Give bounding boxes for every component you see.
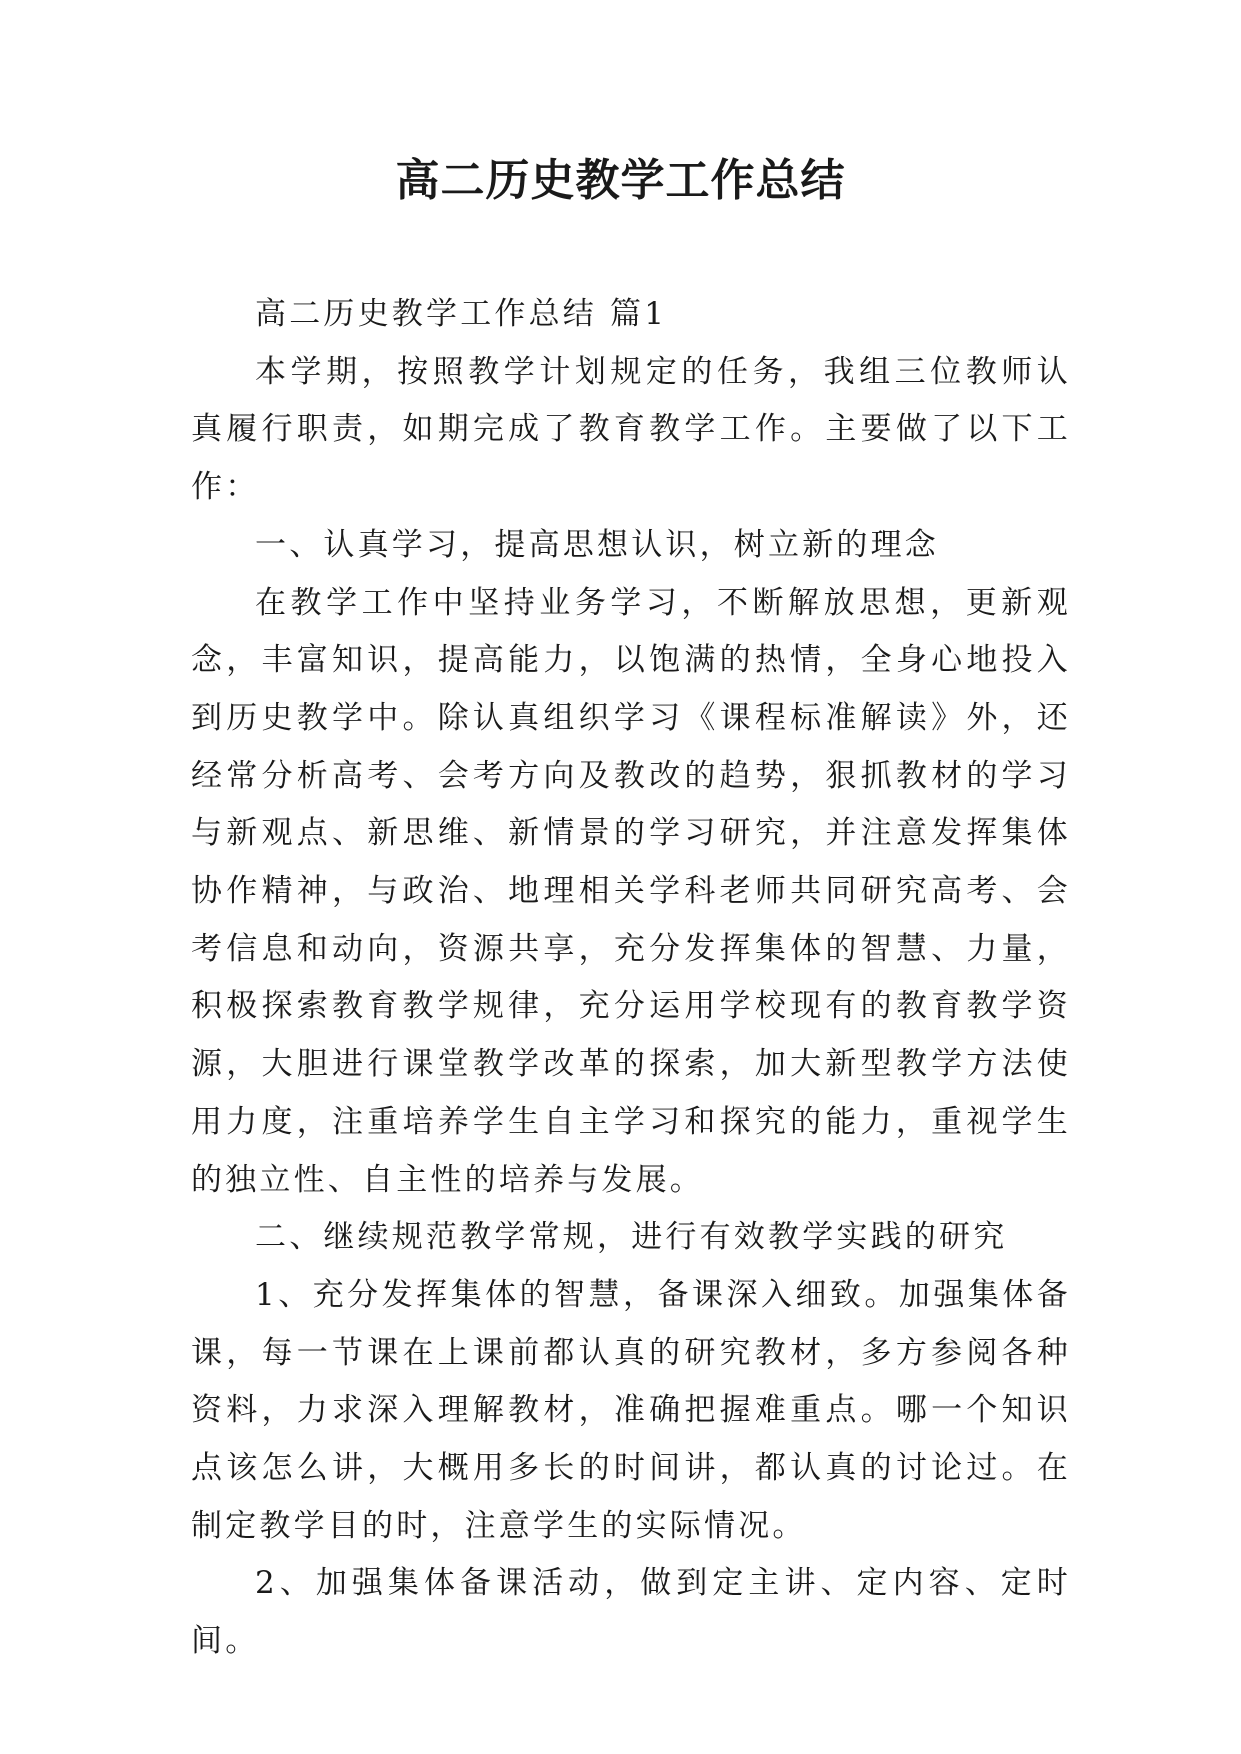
document-title: 高二历史教学工作总结: [395, 155, 846, 206]
section-heading: 二、继续规范教学常规，进行有效教学实践的研究: [255, 1219, 1008, 1256]
paragraph: 2、加强集体备课活动，做到定主讲、定内容、定时间。: [191, 1565, 1071, 1660]
paragraph: 本学期，按照教学计划规定的任务，我组三位教师认真履行职责，如期完成了教育教学工作。主要做了以下工作：: [191, 353, 1071, 506]
section-heading: 一、认真学习，提高思想认识，树立新的理念: [255, 526, 939, 563]
paragraph: 在教学工作中坚持业务学习，不断解放思想，更新观念，丰富知识，提高能力，以饱满的热情，全身心地投入到历史教学中。除认真组织学习《课程标准解读》外，还经常分析高考、会考方向及教改的趋势，狠抓教材的学习与新观点、新思维、新情景的学习研究，并注意发挥集体协作精神，与政治、地理相关学科老师共同研究高考、会考信息和动向，资源共享，充分发挥集体的智慧、力量，积极探索教育教学规律，充分运用学校现有的教育教学资源，大胆进行课堂教学改革的探索，加大新型教学方法使用力度，注重培养学生自主学习和探究的能力，重视学生的独立性、自主性的培养与发展。: [191, 584, 1071, 1198]
section-heading: 高二历史教学工作总结 篇1: [255, 296, 668, 332]
document-body: [191, 286, 1071, 1671]
paragraph: 1、充分发挥集体的智慧，备课深入细致。加强集体备课，每一节课在上课前都认真的研究教材，多方参阅各种资料，力求深入理解教材，准确把握难重点。哪一个知识点该怎么讲，大概用多长的时间讲，都认真的讨论过。在制定教学目的时，注意学生的实际情况。: [191, 1276, 1071, 1544]
